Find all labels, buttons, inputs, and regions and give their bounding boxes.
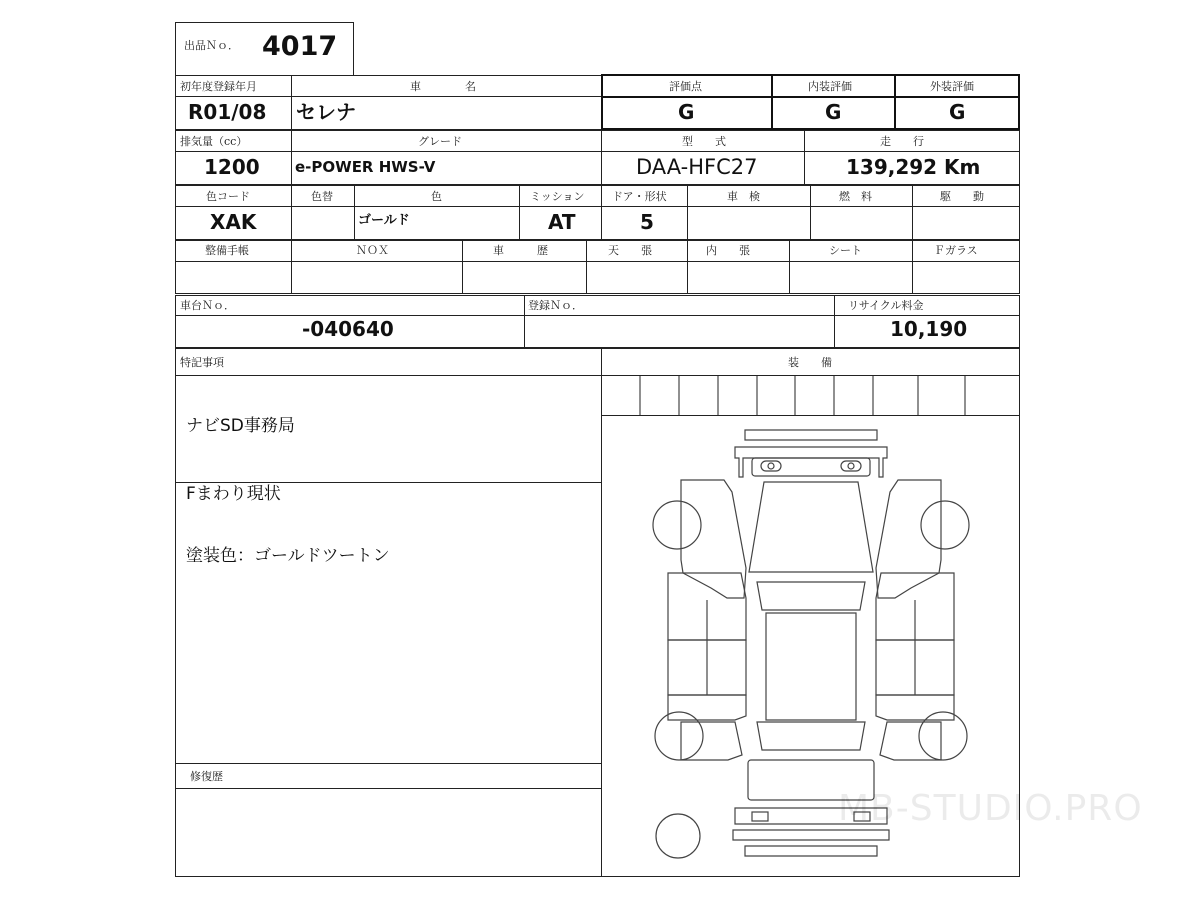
lot-number: 4017 xyxy=(262,31,338,62)
score-value: G xyxy=(678,100,695,124)
color-header: 色 xyxy=(431,190,442,203)
f-glass-header: Ｆガラス xyxy=(934,244,978,257)
first-registration-header: 初年度登録年月 xyxy=(180,80,257,93)
remark-note-3: 塗装色：ゴールドツートン xyxy=(186,546,390,566)
transmission-value: AT xyxy=(548,210,576,234)
first-registration-value: R01/08 xyxy=(188,100,267,124)
grade-value: e-POWER HWS-V xyxy=(295,158,436,176)
displacement-header: 排気量（cc） xyxy=(180,135,248,148)
repair-history-header: 修復歴 xyxy=(190,770,223,783)
recycle-fee-value: 10,190 xyxy=(890,317,968,341)
mileage-header: 走 行 xyxy=(880,135,924,148)
remarks-header: 特記事項 xyxy=(180,356,224,369)
car-name-value: セレナ xyxy=(296,100,356,124)
lot-number-label: 出品Ｎｏ． xyxy=(184,39,239,52)
doors-value: 5 xyxy=(640,210,654,234)
grade-header: グレード xyxy=(418,135,462,148)
model-value: DAA-HFC27 xyxy=(636,155,758,179)
color-code-header: 色コード xyxy=(206,190,250,203)
doors-header: ドア・形状 xyxy=(612,190,667,203)
transmission-header: ミッション xyxy=(530,190,585,203)
maintenance-book-header: 整備手帳 xyxy=(205,244,249,257)
color-code-value: XAK xyxy=(210,210,257,234)
mileage-value: 139,292 Km xyxy=(846,155,981,179)
remark-note-2: Fまわり現状 xyxy=(186,484,281,504)
chassis-no-header: 車台Ｎｏ． xyxy=(180,299,235,312)
remark-note-1: ナビSD事務局 xyxy=(186,416,295,436)
registration-no-header: 登録Ｎｏ． xyxy=(528,299,583,312)
inspection-header: 車 検 xyxy=(727,190,760,203)
model-header: 型 式 xyxy=(682,135,726,148)
fuel-header: 燃 料 xyxy=(839,190,872,203)
exterior-score-value: G xyxy=(949,100,966,124)
interior-score-value: G xyxy=(825,100,842,124)
nox-header: ＮＯＸ xyxy=(356,244,389,257)
score-header: 評価点 xyxy=(669,80,702,93)
car-name-header: 車 名 xyxy=(410,80,476,93)
drive-header: 駆 動 xyxy=(940,190,984,203)
seat-header: シート xyxy=(829,244,862,257)
recycle-fee-header: リサイクル料金 xyxy=(848,299,924,312)
sunroof-header: 天 張 xyxy=(608,244,652,257)
interior-header: 内 張 xyxy=(706,244,750,257)
interior-score-header: 内装評価 xyxy=(808,80,852,93)
color-change-header: 色替 xyxy=(311,190,333,203)
color-value: ゴールド xyxy=(358,213,410,228)
displacement-value: 1200 xyxy=(204,155,260,179)
equipment-header: 装 備 xyxy=(788,356,832,369)
watermark: MB-STUDIO.PRO xyxy=(838,788,1143,829)
exterior-score-header: 外装評価 xyxy=(930,80,974,93)
history-header: 車 歴 xyxy=(493,244,548,257)
chassis-no-value: -040640 xyxy=(302,317,394,341)
